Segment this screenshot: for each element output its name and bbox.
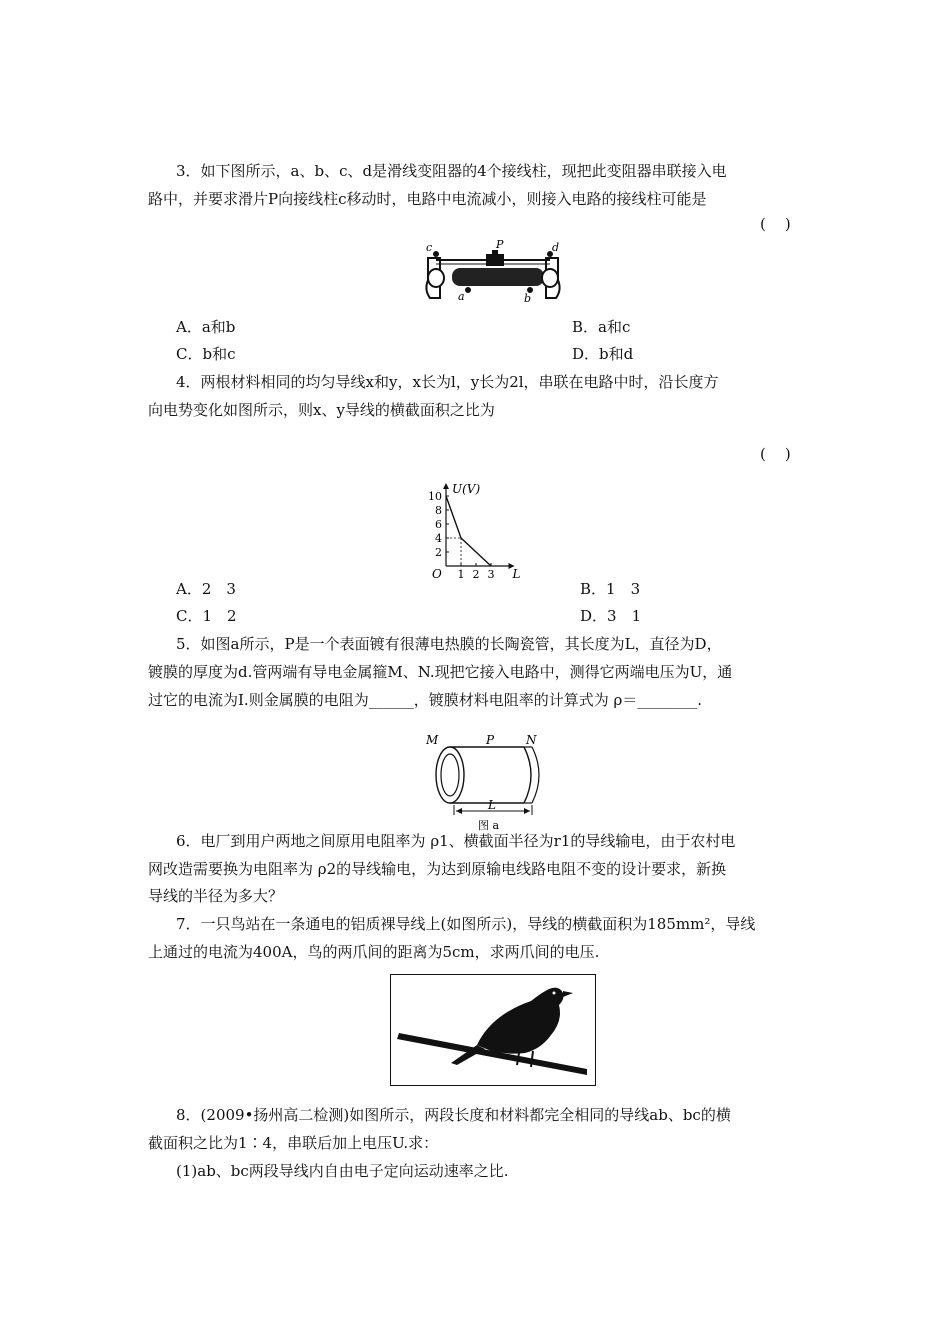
potential-chart <box>418 472 528 580</box>
y-tick-label: 2 <box>435 546 442 559</box>
bird-on-wire-figure <box>390 974 596 1086</box>
label-c: c <box>426 241 433 254</box>
y-axis-label: U(V) <box>452 482 481 496</box>
q3-answer-paren: ( ) <box>760 215 791 233</box>
potential-line <box>446 496 491 566</box>
q3-option-a: A．a和b <box>176 318 236 336</box>
q7-line-2: 上通过的电流为400A，鸟的两爪间的距离为5cm，求两爪间的电压. <box>148 943 600 961</box>
x-axis-label: L <box>512 567 521 581</box>
x-tick-label: 1 <box>457 568 465 581</box>
figure-caption: 图 a <box>478 819 500 832</box>
q7-line-1: 7．一只鸟站在一条通电的铝质裸导线上(如图所示)，导线的横截面积为185mm²，导线 <box>176 915 756 933</box>
rheostat-figure <box>422 240 564 308</box>
q5-line-2: 镀膜的厚度为d.管两端有导电金属箍M、N.现把它接入电路中，测得它两端电压为U，通 <box>148 663 733 681</box>
q3-option-d: D．b和d <box>572 345 634 363</box>
y-tick-label: 6 <box>435 518 442 531</box>
label-P: P <box>496 238 504 251</box>
label-L: L <box>488 798 496 812</box>
x-tick-label: 3 <box>487 568 495 581</box>
q4-line-2: 向电势变化如图所示，则x、y导线的横截面积之比为 <box>148 401 495 419</box>
q8-line-2: 截面积之比为1∶4，串联后加上电压U.求： <box>148 1134 439 1152</box>
q5-line-1: 5．如图a所示，P是一个表面镀有很薄电热膜的长陶瓷管，其长度为L，直径为D， <box>176 635 722 653</box>
q4-option-b: B．1 3 <box>580 580 641 598</box>
q3-line-1: 3．如下图所示，a、b、c、d是滑线变阻器的4个接线柱，现把此变阻器串联接入电 <box>176 162 727 180</box>
label-d: d <box>552 241 560 254</box>
q6-line-1: 6．电厂到用户两地之间原用电阻率为 ρ1、横截面半径为r1的导线输电，由于农村电 <box>176 832 736 850</box>
q5-line-3: 过它的电流为I.则金属膜的电阻为______，镀膜材料电阻率的计算式为 ρ＝________. <box>148 691 703 709</box>
y-tick-label: 4 <box>435 532 442 545</box>
y-axis-arrow <box>443 483 449 489</box>
q3-option-b: B．a和c <box>572 318 631 336</box>
q3-line-2: 路中，并要求滑片P向接线柱c移动时，电路中电流减小，则接入电路的接线柱可能是 <box>148 190 707 208</box>
q4-option-c: C．1 2 <box>176 607 237 625</box>
q4-option-a: A．2 3 <box>176 580 236 598</box>
q6-line-2: 网改造需要换为电阻率为 ρ2的导线输电，为达到原输电线路电阻不变的设计要求，新换 <box>148 860 727 878</box>
label-N: N <box>526 733 537 747</box>
q6-line-3: 导线的半径为多大？ <box>148 887 284 905</box>
label-M: M <box>426 733 439 747</box>
q4-line-1: 4．两根材料相同的均匀导线x和y，x长为l，y长为2l，串联在电路中时，沿长度方 <box>176 373 719 391</box>
q8-line-3: (1)ab、bc两段导线内自由电子定向运动速率之比. <box>176 1162 509 1180</box>
label-P-tube: P <box>486 733 495 747</box>
q4-option-d: D．3 1 <box>580 607 642 625</box>
q3-option-c: C．b和c <box>176 345 236 363</box>
y-tick-label: 10 <box>428 490 442 503</box>
q4-answer-paren: ( ) <box>760 445 791 463</box>
q8-line-1: 8．(2009•扬州高二检测)如图所示，两段长度和材料都完全相同的导线ab、bc的横 <box>176 1106 731 1124</box>
y-tick-label: 8 <box>435 504 442 517</box>
x-tick-label: 2 <box>472 568 480 581</box>
label-b: b <box>524 292 532 305</box>
ceramic-tube-figure <box>428 733 554 833</box>
origin-label: O <box>432 567 442 581</box>
label-a: a <box>458 290 465 303</box>
